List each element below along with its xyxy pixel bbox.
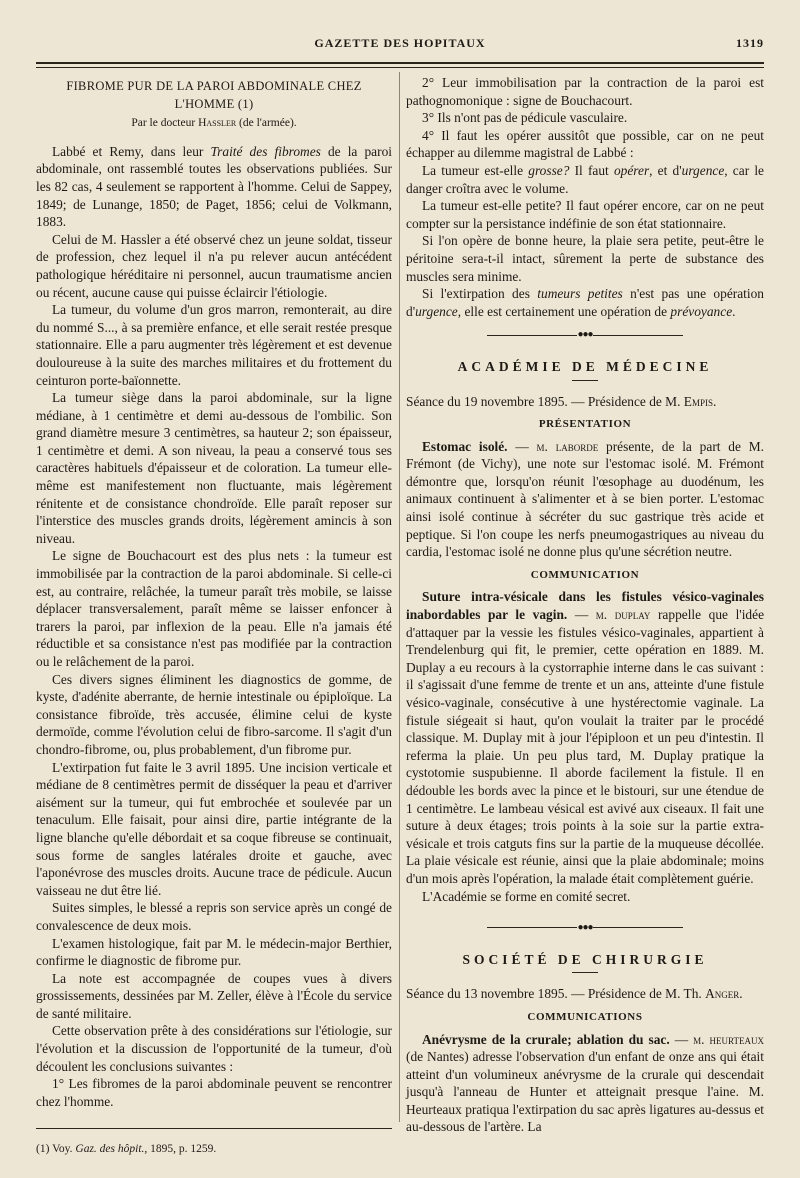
conclusion-2: 2° Leur immobilisation par la contraction de la paroi est pathognomonique : signe de Bouchacourt. xyxy=(406,75,764,108)
paragraph: Celui de M. Hassler a été observé chez un jeune soldat, tisseur de profession, chez lequel il n'a pu relever aucun antécédent pathologique héréditaire ni personnel, aucun traumatisme ancien ou récent, aucune cause qui puisse éclaircir l'étiologie. xyxy=(36,231,392,300)
item-title: Anévrysme de la crurale; ablation du sac. xyxy=(422,1031,670,1047)
paragraph: La note est accompagnée de coupes vues à divers grossissements, dessinées par M. Zeller, élève à l'École du service de santé militaire. xyxy=(36,970,392,1021)
short-rule xyxy=(572,972,598,973)
subheading-communication: COMMUNICATION xyxy=(530,568,640,581)
conclusion-3: 3° Ils n'ont pas de pédicule vasculaire. xyxy=(422,110,628,126)
paragraph: Estomac isolé. — m. laborde présente, de la part de M. Frémont (de Vichy), une note sur l'estomac isolé. M. Frémont démontre que, lorsqu'on réunit l'œsophage au duodénum, les animaux continuent à s'alimenter et à se bien porter. L'estomac ainsi isolé continue à sécréter du suc gastrique très acide et peptique. Si l'on coupe les nerfs pneumogastriques au niveau du cardia, l'estomac isolé ne donne plus qu'une sécrétion neutre. xyxy=(406,438,764,560)
item-title: Suture intra-vésicale dans les fistules vésico-vaginales inabordables par le vagin. xyxy=(406,589,764,623)
subheading-communications: COMMUNICATIONS xyxy=(527,1010,643,1023)
journal-title: GAZETTE DES HOPITAUX xyxy=(314,36,486,50)
short-rule xyxy=(572,380,598,381)
paragraph: 1° Les fibromes de la paroi abdominale peuvent se rencontrer chez l'homme. xyxy=(36,1076,392,1109)
section-heading-societe: SOCIÉTÉ DE CHIRURGIE xyxy=(462,951,708,967)
paragraph: Anévrysme de la crurale; ablation du sac. — m. heurteaux (de Nantes) adresse l'observation d'un enfant de onze ans qui était atteint d'un volumineux anévrysme de la crurale qui descendait jusqu'à l'anneau de Hunter et atteignait presque l'aine. M. Heurteaux pratiqua l'extirpation du sac après ligatures au-dessus et au-dessous de l'artère. La xyxy=(406,1031,764,1135)
article-title: FIBROME PUR DE LA PAROI ABDOMINALE CHEZ L'HOMME (1) xyxy=(66,79,362,111)
section-heading-academie: ACADÉMIE DE MÉDECINE xyxy=(457,358,713,374)
paragraph: L'examen histologique, fait par M. le médecin-major Berthier, confirme le diagnostic de fibrome pur. xyxy=(36,935,392,969)
footnote-rule xyxy=(36,1128,392,1129)
paragraph: Le signe de Bouchacourt est des plus nets : la tumeur est immobilisée par la contraction de la paroi abdominale. Si celle-ci est, au contraire, relâchée, la tumeur paraît très mobile, se laisse déplacer transversalement, paraît même se laisser enfoncer à trarers la paroi, par inflexion de la peau. Elle n'a jamais été réductible et sa consistance n'est pas modifiée par la contraction ou le relâchement de la paroi. xyxy=(36,548,392,669)
left-column xyxy=(36,74,392,1159)
column-separator xyxy=(399,72,400,1122)
section-ornament: ●●● xyxy=(406,326,764,344)
author-name: Hassler xyxy=(198,117,237,130)
section-ornament: ●●● xyxy=(406,919,764,937)
page-number: 1319 xyxy=(736,36,764,50)
article-byline: Par le docteur Hassler (de l'armée). xyxy=(131,117,297,130)
footnote: (1) Voy. Gaz. des hôpit., 1895, p. 1259. xyxy=(36,1143,217,1156)
paragraph: Labbé et Remy, dans leur Traité des fibromes de la paroi abdominale, ont rassemblé toutes les observations publiées. Sur les 82 cas, 4 seulement se rapportent à l'homme. Celui de Sappey, 1849; de Lunange, 1850; de Paget, 1856; celui de Volkmann, 1883. xyxy=(36,143,392,230)
paragraph: Cette observation prête à des considérations sur l'étiologie, sur l'évolution et la discussion de l'opportunité de la tumeur, d'où découlent les conclusions suivantes : xyxy=(36,1023,392,1074)
right-column xyxy=(406,74,764,1136)
item-title: Estomac isolé. xyxy=(422,438,508,454)
paragraph: La tumeur est-elle petite? Il faut opérer encore, car on ne peut compter sur la persistance indéfinie de son état stationnaire. xyxy=(406,198,764,231)
seance-line: Séance du 19 novembre 1895. — Présidence de M. Empis. xyxy=(406,393,717,409)
paragraph: Si l'on opère de bonne heure, la plaie sera petite, peut-être le péritoine sera-t-il intact, sûrement la perte de substance des muscles sera minime. xyxy=(406,233,764,284)
seance-line: Séance du 13 novembre 1895. — Présidence de M. Th. Anger. xyxy=(406,986,743,1002)
paragraph: Suites simples, le blessé a repris son service après un congé de convalescence de deux mois. xyxy=(36,900,392,933)
paragraph: Si l'extirpation des tumeurs petites n'est pas une opération d'urgence, elle est certainement une opération de prévoyance. xyxy=(406,286,764,319)
book-title: Traité des fibromes xyxy=(210,143,321,159)
paragraph: L'extirpation fut faite le 3 avril 1895. Une incision verticale et médiane de 8 centimètres permit de disséquer la peau et d'arriver aisément sur la tumeur, qui fut embrochée et soulevée par un tenaculum. Elle faisait, pour ainsi dire, partie intégrante de la ligne blanche qu'elle débordait et sa coque fibreuse se continuait, sous forme de sangles latérales droite et gauche, avec l'aponévrose des muscles droits. Aucune trace de pédicule. Aucun vaisseau ne dut être lié. xyxy=(36,759,392,898)
conclusion-4: 4° Il faut les opérer aussitôt que possible, car on ne peut échapper au dilemme magistral de Labbé : xyxy=(406,127,764,161)
paragraph: L'Académie se forme en comité secret. xyxy=(422,888,631,904)
page-header xyxy=(36,36,764,54)
subheading-presentation: PRÉSENTATION xyxy=(538,418,632,431)
header-rule xyxy=(36,62,764,68)
paragraph: La tumeur, du volume d'un gros marron, remonterait, au dire du nommé S..., à sa première enfance, et elle serait restée presque stationnaire. Elle a paru augmenter très légèrement et est devenue douloureuse à la suite des marches militaires et du frottement du ceinturon porte-baïonnette. xyxy=(36,302,392,388)
paragraph: La tumeur est-elle grosse? Il faut opérer, et d'urgence, car le danger croîtra avec le volume. xyxy=(406,162,764,196)
paragraph: Suture intra-vésicale dans les fistules vésico-vaginales inabordables par le vagin. — m. duplay rappelle que l'idée d'attaquer par la vessie les fistules vésico-vaginales, appartient à Trendelenburg qui fit, le premier, cette opération en 1889. M. Duplay a eu recours à la cystorraphie interne dans le cas suivant : il s'agissait d'une femme de trente et un ans, atteinte d'une fistule vésico-vaginale, consécutive à une hystérectomie vaginale. La fistule siégeait si haut, qu'on voulait la traiter par le procédé classique. M. Duplay mit à jour l'épiploon et un peu d'intestin. Il referma la plaie. Un peu plus tard, M. Duplay pratique la cystotomie suspubienne. Il aborde facilement la fistule. Il en dédouble les bords avec la pince et le bistouri, sur une étendue de 1 centimètre. Le lambeau vésical est avivé aux ciseaux. Il fait une suture à deux étages; trois points à la soie sur la partie extra-vésicale et trois catguts fins sur la partie de la muqueuse décollée. La plaie vésicale est réunie, ainsi que la plaie abdominale; moins d'un mois après l'opération, la malade était complètement guérie. xyxy=(406,589,765,886)
paragraph: La tumeur siège dans la paroi abdominale, sur la ligne médiane, à 1 centimètre et demi au-dessous de l'ombilic. Son grand diamètre mesure 3 centimètres, sa hauteur 2; son épaisseur, 1 centimètre et demi. A son niveau, la peau a conservé tous ses caractères habituels d'épaisseur et de coloration. La tumeur elle-même est manifestement non fluctuante, mais légèrement rénitente et de consistance chondroïde. Elle paraît reposer sur l'interstice des muscles grands droits, légèrement amincis à son niveau. xyxy=(36,390,392,546)
paragraph: Ces divers signes éliminent les diagnostics de gomme, de kyste, d'adénite aberrante, de hernie intestinale ou épiploïque. La consistance fibroïde, très accusée, élimine celui de kyste dermoïde, comme l'évolution celui de fibro-sarcome. Il s'agit d'un chondro-fibrome, ou, plus probablement, d'un fibrome pur. xyxy=(36,671,392,757)
